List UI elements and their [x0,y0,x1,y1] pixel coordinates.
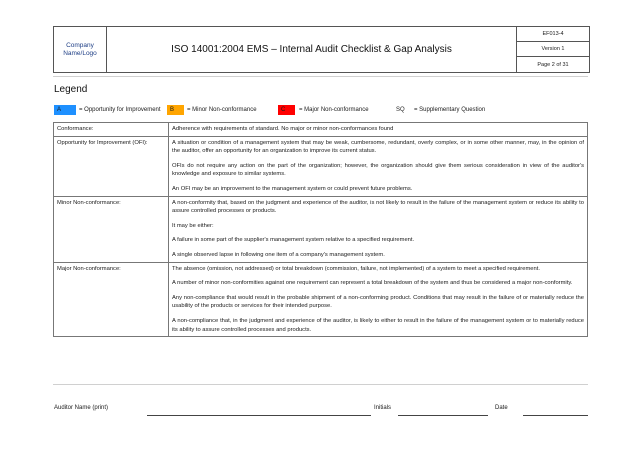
legend-swatch-c: C [278,105,295,115]
definition-label: Opportunity for Improvement (OFI): [54,136,169,196]
definition-paragraph: It may be either: [172,222,214,229]
legend-text-sq: = Supplementary Question [414,107,486,113]
legend-swatch-a: A [54,105,76,115]
definition-row-major [54,262,588,337]
definition-paragraph: OFIs do not require any action on the part of the organization; however, the organization should give them serious consideration in view of the auditor's knowledge and exposure to similar systems. [172,162,584,178]
legend-text-a: = Opportunity for Improvement [79,107,161,113]
definition-paragraph: Adherence with requirements of standard. No major or minor non-conformances found [172,126,394,132]
legend-swatch-b: B [167,105,184,115]
signature-footer [0,405,638,417]
logo-text: Company Name/Logo [63,41,97,57]
initials-label: Initials [374,405,392,411]
definition-label: Minor Non-conformance: [54,196,169,262]
footer-divider [53,384,588,385]
definition-paragraph: Any non-compliance that would result in the probable shipment of a non-conforming product. Conditions that may result in the failure of or materially reduce the usability of the products or services for their intended purpose. [172,294,584,310]
definition-label: Major Non-conformance: [54,262,169,337]
definition-paragraph: An OFI may be an improvement to the management system or could prevent future problems. [172,185,413,192]
definition-paragraph: A situation or condition of a management system that may be weak, cumbersome, redundant, overly complex, or in some other manner, may, in the opinion of the auditor, offer an opportunity for an organization to improve its current status. [172,139,584,155]
document-header [53,26,590,73]
definition-text [169,123,588,137]
definition-row-minor [54,196,588,262]
date-label: Date [495,405,508,411]
definition-paragraph: A non-compliance that, in the judgment and experience of the auditor, is likely to either to result in the failure of the management system or to materially reduce its ability to assure controlled processes and products. [172,317,584,333]
company-logo-placeholder [54,27,107,72]
doc-code: EF013-4 [517,27,589,42]
auditor-name-label: Auditor Name (print) [54,405,109,411]
definition-text [169,196,588,262]
legend-text-b: = Minor Non-conformance [187,107,257,113]
doc-version: Version 1 [517,42,589,57]
initials-line[interactable] [398,415,488,416]
date-line[interactable] [523,415,588,416]
definition-text [169,262,588,337]
definition-paragraph: A non-conformity that, based on the judgment and experience of the auditor, is not likely to result in the failure of the management system or reduce its ability to assure controlled processes or products. [172,199,584,215]
definition-row-conformance [54,123,588,137]
definition-text [169,136,588,196]
header-divider [53,76,588,77]
document-title: ISO 14001:2004 EMS – Internal Audit Checklist & Gap Analysis [107,27,517,72]
definitions-table [53,122,588,337]
legend-code-sq: SQ [396,107,405,113]
definition-label: Conformance: [54,123,169,137]
legend-text-c: = Major Non-conformance [299,107,369,113]
page-number: Page 2 of 31 [537,61,569,68]
auditor-name-line[interactable] [147,415,371,416]
definition-row-ofi [54,136,588,196]
document-meta [517,27,589,72]
legend-row [54,105,588,115]
definition-paragraph: A number of minor non-conformities against one requirement can represent a total breakdown of the system and thus be considered a major non-conformity. [172,280,573,287]
definition-paragraph: The absence (omission, not addressed) or total breakdown (commission, failure, not implemented) of a system to meet a specified requirement. [172,265,540,272]
definition-paragraph: A failure in some part of the supplier's management system relative to a specified requirement. [172,237,415,244]
definition-paragraph: A single observed lapse in following one item of a company's management system. [172,251,385,258]
legend-title: Legend [54,84,88,95]
